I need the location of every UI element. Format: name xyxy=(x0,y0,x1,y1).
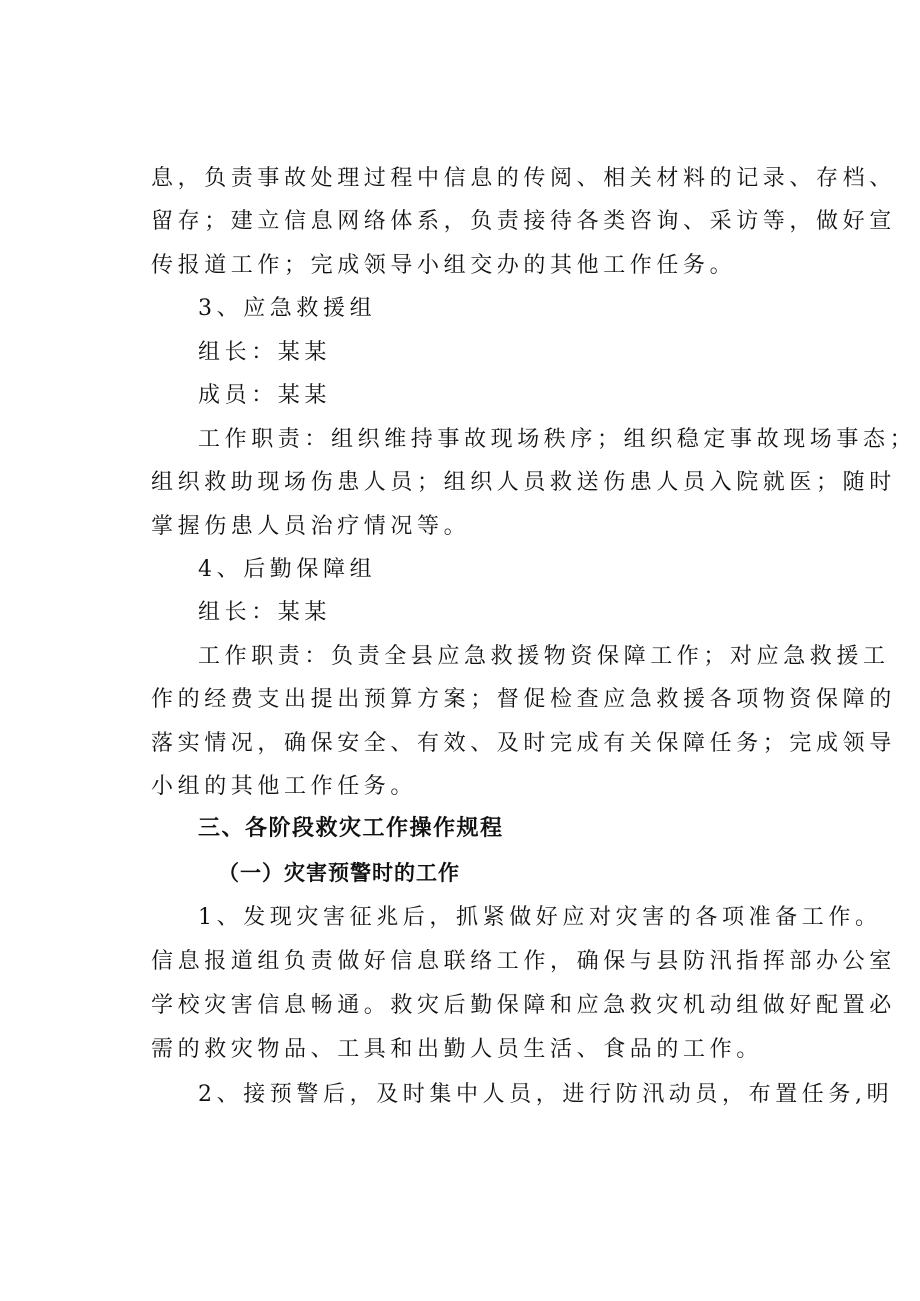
duty-line: 工作职责：负责全县应急救援物资保障工作；对应急救援工 xyxy=(198,644,890,669)
leader-line: 组长：某某 xyxy=(198,600,332,625)
paragraph-line: 落实情况，确保安全、有效、及时完成有关保障任务；完成领导 xyxy=(151,731,896,756)
paragraph-line: 小组的其他工作任务。 xyxy=(151,774,418,799)
chapter-heading: 三、各阶段救灾工作操作规程 xyxy=(198,816,504,841)
leader-line: 组长：某某 xyxy=(198,340,332,365)
paragraph-line: 息，负责事故处理过程中信息的传阅、相关材料的记录、存档、 xyxy=(151,166,896,191)
section-heading-emergency-rescue: 3、应急救援组 xyxy=(198,296,377,321)
paragraph-line: 组织救助现场伤患人员；组织人员救送伤患人员入院就医；随时 xyxy=(151,470,896,495)
duty-line: 工作职责：组织维持事故现场秩序；组织稳定事故现场事态； xyxy=(198,427,917,452)
subsection-heading: （一）灾害预警时的工作 xyxy=(218,861,460,885)
paragraph-line: 留存；建立信息网络体系，负责接待各类咨询、采访等，做好宣 xyxy=(151,209,896,234)
paragraph-line: 学校灾害信息畅通。救灾后勤保障和应急救灾机动组做好配置必 xyxy=(151,993,896,1018)
section-heading-logistics: 4、后勤保障组 xyxy=(198,557,377,582)
paragraph-line: 2、接预警后，及时集中人员，进行防汛动员，布置任务,明 xyxy=(198,1082,894,1107)
paragraph-line: 作的经费支出提出预算方案；督促检查应急救援各项物资保障的 xyxy=(151,687,896,712)
paragraph-line: 信息报道组负责做好信息联络工作，确保与县防汛指挥部办公室 xyxy=(151,949,896,974)
paragraph-line: 传报道工作；完成领导小组交办的其他工作任务。 xyxy=(151,253,737,278)
paragraph-line: 1、发现灾害征兆后，抓紧做好应对灾害的各项准备工作。 xyxy=(198,905,882,930)
paragraph-line: 掌握伤患人员治疗情况等。 xyxy=(151,514,471,539)
paragraph-line: 需的救灾物品、工具和出勤人员生活、食品的工作。 xyxy=(151,1037,763,1062)
members-line: 成员：某某 xyxy=(198,383,332,408)
